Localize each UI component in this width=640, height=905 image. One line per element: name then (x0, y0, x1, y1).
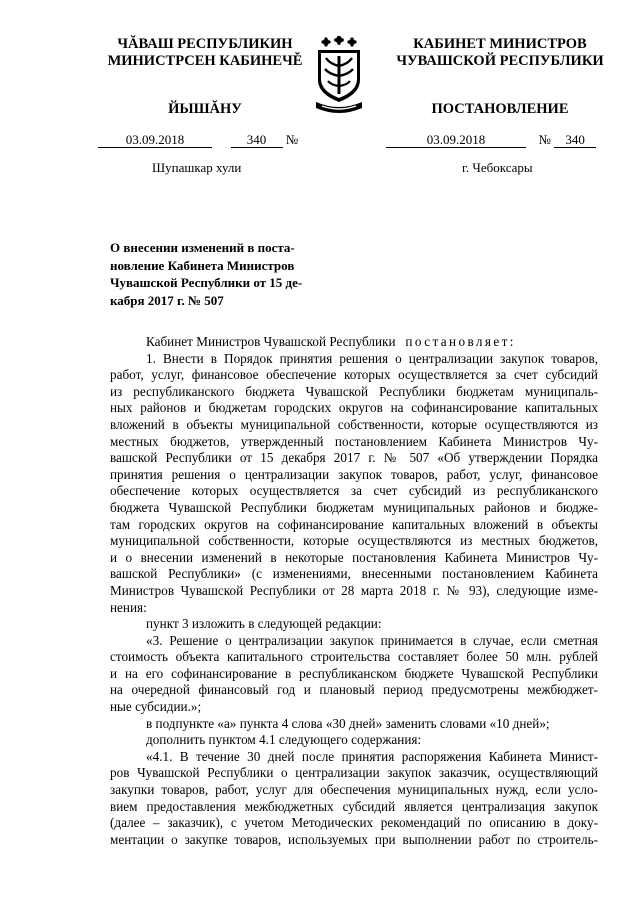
preamble-text: Кабинет Министров Чувашской Республики (146, 334, 396, 349)
body-line: «4.1. В течение 30 дней после принятия распоряжения Кабинета Минист- (146, 748, 598, 764)
header-left (98, 36, 312, 70)
body-line: из республиканского бюджета Чувашской Республики бюджетам муниципаль- (110, 383, 598, 399)
header-right (388, 36, 612, 70)
body-line: (далее – заказчик), с учетом Методических рекомендаций по описанию в доку- (110, 815, 598, 831)
body-line: нения: (110, 599, 147, 615)
body-line: вашской Республики» (с изменениями, внесенными постановлением Кабинета (110, 566, 598, 582)
body-line: на очередной финансовый год и плановый период предусмотрены межбюджет- (110, 682, 598, 698)
body-line: бюджета Чувашской Республики бюджетам муниципальных районов и бюдже- (110, 499, 598, 515)
body-line: обеспечение которых осуществляется за счет субсидий из республиканского (110, 483, 598, 499)
body-line: ментации о закупке товаров, используемых при выполнении работ по строитель- (110, 831, 598, 847)
reg-left-no-sign: № (285, 132, 299, 147)
header-left-line2: МИНИСТРСЕН КАБИНЕЧĚ (107, 53, 303, 69)
coat-of-arms-emblem (312, 36, 366, 118)
body-line: вием предоставления межбюджетных субсидий является централизация закупок (110, 798, 598, 814)
reg-right (386, 132, 596, 148)
reg-right-no-sign: № (538, 132, 551, 147)
body-line: принятия решения о централизации закупок товаров, работ, услуг, финансовое (110, 466, 598, 482)
reg-left-number: 340 (231, 132, 283, 148)
doc-type-left: ЙЫШĂНУ (168, 101, 242, 117)
title-line: новление Кабинета Министров (110, 257, 295, 273)
body-line: и на его софинансирование в республиканском бюджете Чувашской Республики (110, 665, 598, 681)
body-line: и о внесении изменений в некоторые постановления Кабинета Министров Чу- (110, 549, 598, 565)
body-line: закупки товаров, работ, услуг для обеспечения муниципальных нужд, если усло- (110, 782, 598, 798)
title-line: Чувашской Республики от 15 де- (110, 275, 303, 290)
body-line: в подпункте «а» пункта 4 слова «30 дней» заменить словами «10 дней»; (146, 715, 550, 731)
header-right-line1: КАБИНЕТ МИНИСТРОВ (413, 36, 587, 52)
body-line: вашской Республики от 15 декабря 2017 г. № 507 «Об утверждении Порядка (110, 450, 598, 466)
reg-left (98, 132, 298, 148)
body-line: вложений в объекты муниципальной собственности, которые осуществляются из (110, 416, 598, 432)
body-line: муниципальной собственности, которые осуществляются из местных бюджетов, (110, 533, 598, 549)
body-line: стоимость объекта капитального строительства составляет более 50 млн. рублей (110, 649, 598, 665)
body-line: 1. Внести в Порядок принятия решения о централизации закупок товаров, (146, 350, 598, 366)
reg-right-date: 03.09.2018 (386, 132, 526, 148)
title-line: О внесении изменений в поста- (110, 240, 295, 255)
body-line: ных районов и бюджетам городских округов на софинансирование капитальных (110, 400, 598, 416)
body-line: работ, услуг, финансовое обеспечение которых осуществляется за счет субсидий (110, 367, 598, 383)
place-right: г. Чебоксары (462, 160, 533, 175)
body-line: там городских округов на софинансирование капитальных вложений в объекты (110, 516, 598, 532)
body-line: дополнить пунктом 4.1 следующего содержания: (146, 732, 422, 748)
doc-type-right: ПОСТАНОВЛЕНИЕ (431, 101, 569, 117)
preamble (110, 334, 598, 351)
reg-right-number: 340 (554, 132, 596, 148)
document-body (110, 334, 598, 848)
title-line: кабря 2017 г. № 507 (110, 292, 224, 308)
body-line: пункт 3 изложить в следующей редакции: (146, 616, 382, 632)
body-line: ров Чувашской Республики о централизации закупок заказчик, осуществляющий (110, 765, 598, 781)
preamble-verb: постановляет: (405, 334, 516, 349)
body-line: местных бюджетов, утвержденный постановлением Кабинета Министров Чу- (110, 433, 598, 449)
reg-left-date: 03.09.2018 (98, 132, 212, 148)
document-title (110, 239, 318, 309)
body-line: «3. Решение о централизации закупок принимается в случае, если сметная (146, 632, 598, 648)
header-left-line1: ЧĂВАШ РЕСПУБЛИКИН (117, 36, 293, 52)
body-line: Министров Чувашской Республики от 28 марта 2018 г. № 93), следующие изме- (110, 582, 598, 598)
body-line: ные субсидии.»; (110, 699, 202, 715)
place-left: Шупашкар хули (152, 160, 242, 175)
header-right-line2: ЧУВАШСКОЙ РЕСПУБЛИКИ (396, 53, 604, 69)
